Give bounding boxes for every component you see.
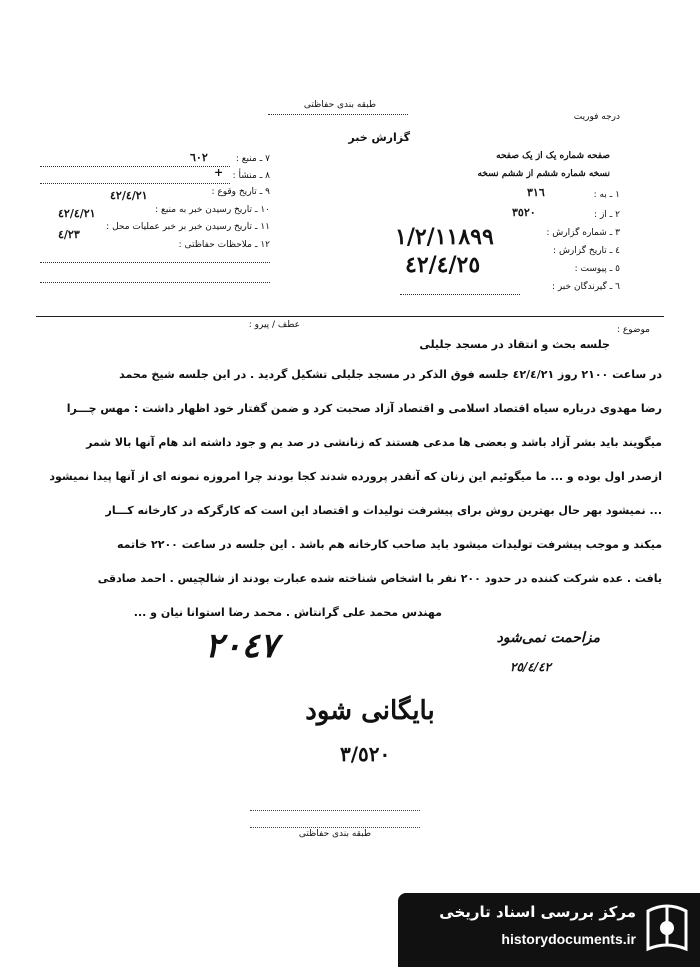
archive-logo: [398, 893, 700, 967]
recipients-label: ٦ ـ گیرندگان خبر :: [551, 282, 620, 292]
origin-line: [40, 183, 230, 184]
report-number-label: ٣ ـ شماره گزارش :: [546, 228, 620, 238]
subject-value: جلسه بحث و انتقاد در مسجد جلیلی: [419, 338, 610, 351]
logo-url: historydocuments.ir: [501, 931, 636, 947]
receipt-source-value: ٤٢/٤/٢١: [58, 207, 96, 220]
body-line: یافت . عده شرکت کننده در حدود ٢٠٠ نفر با اشخاص شناخته شده عبارت بودند از شالچیس . احمد صادقی: [97, 572, 662, 585]
header-separator: [36, 316, 664, 317]
archive-stamp: بایگانی شود: [305, 696, 435, 726]
source-label: ٧ ـ منبع :: [235, 154, 270, 164]
subject-label: موضوع :: [616, 325, 650, 335]
receipt-ops-label: ١١ ـ تاریخ رسیدن خبر بر خبر عملیات محل :: [106, 222, 270, 232]
book-emblem-icon: [642, 901, 692, 957]
from-value: ٣٥٢٠: [512, 206, 536, 219]
logo-title: مرکز بررسی اسناد تاریخی: [439, 903, 636, 921]
receipt-ops-value: ٤/٢٣: [58, 228, 80, 241]
bottom-classification: طبقه بندی حفاظتی: [298, 829, 372, 839]
report-number-value: ١/٢/١١٨٩٩: [395, 224, 494, 250]
report-date-value: ٤٢/٤/٢٥: [405, 252, 481, 278]
security-notes-label: ١٢ ـ ملاحظات حفاظتی :: [178, 240, 270, 250]
recipients-line: [400, 294, 520, 295]
priority-label: درجه فوریت: [573, 112, 620, 122]
to-value: ٣١٦: [527, 186, 545, 199]
report-date-label: ٤ ـ تاریخ گزارش :: [553, 246, 620, 256]
top-classification: طبقه بندی حفاظتی: [303, 100, 377, 110]
report-title: گزارش خبر: [348, 131, 410, 144]
body-line: ... نمیشود بهر حال بهترین روش برای پیشرفت تولیدات و اقتصاد این است که کارگرکه در کارخانه کـــار: [105, 504, 662, 517]
body-line: در ساعت ٢١٠٠ روز ٤٢/٤/٢١ جلسه فوق الذکر در مسجد جلیلی تشکیل گردید . در این جلسه شیخ محمد: [119, 368, 662, 381]
from-label: ٢ ـ از :: [594, 210, 620, 220]
body-line: میگویند باید بشر آزاد باشد و بعضی ها مدعی هستند که زنانشی در صد یم و جود داشته اند هام آنها بالا شمر: [86, 436, 662, 449]
occurrence-date-value: ٤٢/٤/٢١: [110, 189, 148, 202]
to-label: ١ ـ به :: [593, 190, 620, 200]
copy-number-line: نسخه شماره ششم از ششم نسخه: [477, 169, 610, 179]
signature-date: ٢٥/٤/٤٢: [510, 660, 551, 674]
receipt-source-label: ١٠ ـ تاریخ رسیدن خبر به منبع :: [155, 205, 270, 215]
bottom-classification-box: [250, 810, 420, 828]
archive-number: ٣/٥٢٠: [340, 742, 391, 766]
attachment-label: ٥ ـ پیوست :: [574, 264, 620, 274]
page-number-line: صفحه شماره یک از یک صفحه: [496, 151, 610, 161]
body-line: ازصدر اول بوده و ... ما میگوئیم این زنان که آنقدر پرورده شدند کجا بودند چرا امروزه نمونه ای از آنها پیدا نمیشود: [49, 470, 662, 483]
report-body: [40, 358, 662, 630]
origin-label: ٨ ـ منشأ :: [232, 171, 270, 181]
notes-line-1: [40, 262, 270, 263]
source-value: ٦٠٢: [190, 151, 208, 164]
notes-line-2: [40, 282, 270, 283]
signature: مزاحمت نمی‌شود: [496, 630, 600, 646]
reference-label: عطف / پیرو :: [248, 320, 300, 330]
source-line: [40, 166, 230, 167]
classification-line: [268, 114, 408, 115]
body-line: مهندس محمد علی گرانتاش . محمد رضا استوانا نیان و ...: [133, 606, 442, 619]
handwritten-number: ٢٠٤٧: [205, 626, 279, 666]
occurrence-date-label: ٩ ـ تاریخ وقوع :: [211, 187, 270, 197]
body-line: رضا مهدوی درباره سیاه اقتصاد اسلامی و اقتصاد آزاد صحبت کرد و ضمن گفتار خود اظهار داشت : مهس چـــرا: [66, 402, 662, 415]
origin-value: +: [214, 166, 224, 179]
body-line: میکند و موجب پیشرفت تولیدات میشود باید صاحب کارخانه هم باشد . این جلسه در ساعت ٢٢٠٠ خاتمه: [116, 538, 662, 551]
